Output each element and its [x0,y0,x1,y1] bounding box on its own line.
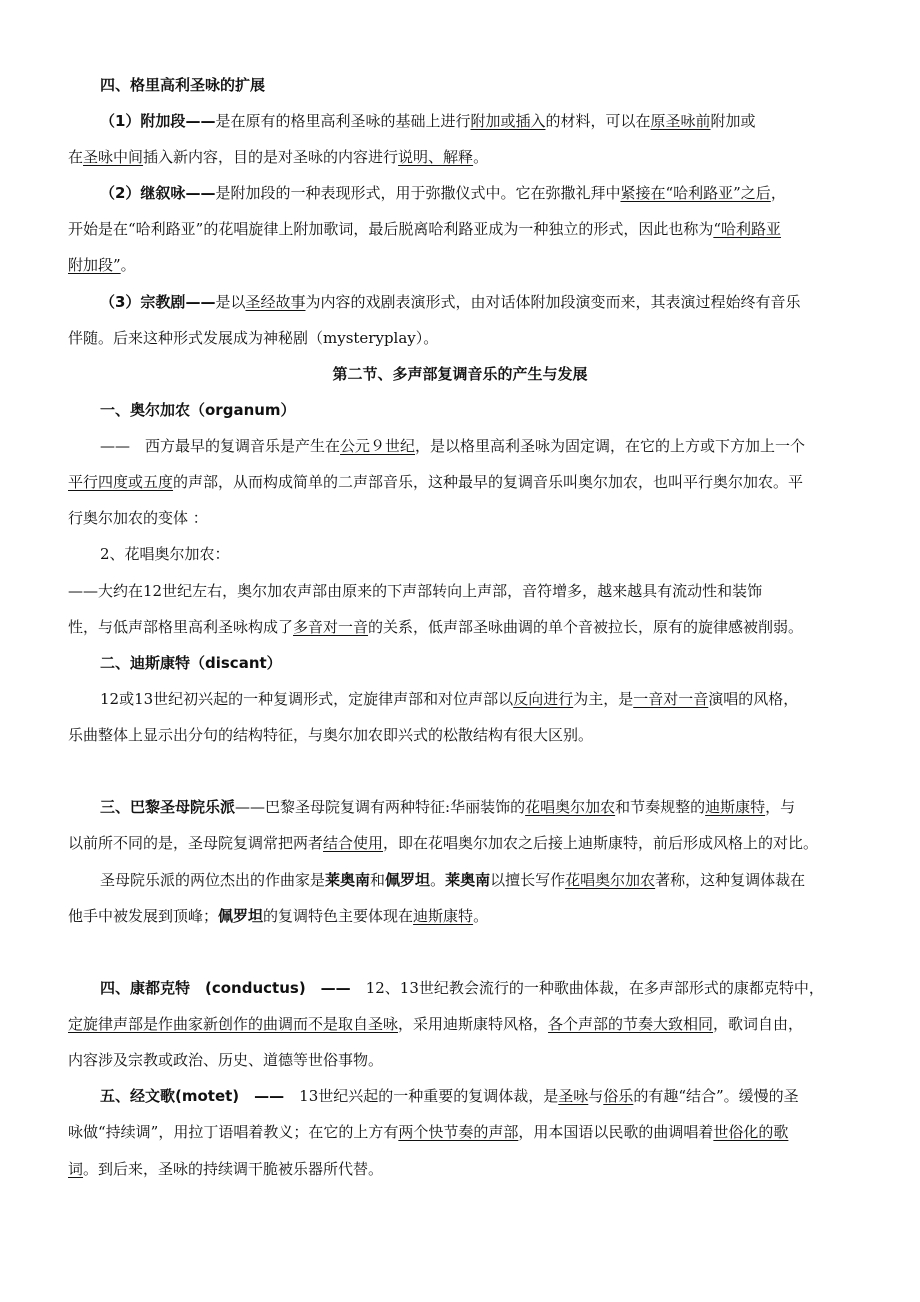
text-run: ， [770,184,786,202]
text-run: 伴随。后来这种形式发展成为神秘剧（mysteryplay）。 [68,329,439,347]
bold-term: 三、巴黎圣母院乐派 [100,798,236,816]
text-run: ，是以格里高利圣咏为固定调，在它的上方或下方加上一个 [415,437,806,455]
paragraph-conductus-cont [68,1013,858,1037]
bold-term: （1）附加段—— [100,112,216,130]
underlined-term: 花唱奥尔加农 [525,798,616,816]
text-run: 2、花唱奥尔加农： [100,545,230,563]
text-run: 乐曲整体上显示出分句的结构特征，与奥尔加农即兴式的松散结构有很大区别。 [68,726,594,744]
text-run: 的有趣“结合”。缓慢的圣 [633,1087,799,1105]
underlined-term: 附加段” [68,256,121,274]
underlined-term: 结合使用 [323,834,384,852]
text-run: ——巴黎圣母院复调有两种特征:华丽装饰的 [235,798,526,816]
text-run: 圣母院乐派的两位杰出的作曲家是 [100,871,326,889]
underlined-term: 迪斯康特 [413,907,474,925]
underlined-term: 原圣咏前 [650,112,711,130]
text-run: 演唱的风格， [708,690,799,708]
paragraph-organum-cont [68,471,858,495]
underlined-term: 平行四度或五度 [68,473,174,491]
text-run: 他手中被发展到顶峰； [68,907,219,925]
underlined-term: 圣经故事 [245,293,306,311]
text-run: 与 [588,1087,604,1105]
text-run: 13世纪兴起的一种重要的复调体裁，是 [284,1087,559,1105]
text-run: 是附加段的一种表现形式，用于弥撒仪式中。它在弥撒礼拜中 [215,184,621,202]
underlined-term: 公元９世纪 [340,437,416,455]
underlined-term: 反向进行 [513,690,574,708]
subheading-florid-organum [100,543,860,567]
underlined-term: 花唱奥尔加农 [565,871,656,889]
paragraph-composers-cont [68,905,858,929]
text-run: ——大约在12世纪左右，奥尔加农声部由原来的下声部转向上声部，音符增多，越来越具有流动性和装饰 [68,582,763,600]
underlined-term: 俗乐 [603,1087,634,1105]
text-run: 以擅长写作 [490,871,566,889]
text-run: 内容涉及宗教或政治、历史、道德等世俗事物。 [68,1051,384,1069]
text-run: 附加或 [710,112,756,130]
text-run: ，与 [765,798,796,816]
bold-term: 莱奥南 [445,871,491,889]
text-run: 的复调特色主要体现在 [263,907,414,925]
paragraph-composers [100,869,860,893]
underlined-term: 圣咏中间 [83,148,144,166]
paragraph-motet-end [68,1158,858,1182]
text-run: 插入新内容，目的是对圣咏的内容进行 [143,148,399,166]
paragraph-notre-dame [100,796,860,820]
paragraph-sequence-cont [68,218,858,242]
text-run: 12、13世纪教会流行的一种歌曲体裁，在多声部形式的康都克特中， [350,979,824,997]
underlined-term: 说明、解释 [398,148,474,166]
bold-term: 四、康都克特 (conductus) —— [100,979,351,997]
underlined-term: “哈利路亚 [713,220,782,238]
underlined-term: 一音对一音 [633,690,709,708]
text-run: —— 西方最早的复调音乐是产生在 [100,437,341,455]
text-run: 。 [430,871,446,889]
underlined-term: 紧接在“哈利路亚”之后 [620,184,771,202]
text-run: 是以 [215,293,246,311]
paragraph-organum [100,435,860,459]
text-run: 以前所不同的是，圣母院复调常把两者 [68,834,324,852]
bold-term: 佩罗坦 [385,871,431,889]
underlined-term: 圣咏 [558,1087,589,1105]
text-run: 咏做“持续调”，用拉丁语唱着教义；在它的上方有 [68,1123,399,1141]
text-run: 的关系，低声部圣咏曲调的单个音被拉长，原有的旋律感被削弱。 [368,618,804,636]
text-run: 。 [120,256,136,274]
paragraph-trope [100,110,860,134]
bold-term: 佩罗坦 [218,907,264,925]
heading-discant [100,652,860,676]
heading-organum [100,399,860,423]
text-run: 的声部，从而构成简单的二声部音乐，这种最早的复调音乐叫奥尔加农，也叫平行奥尔加农。平 [173,473,804,491]
paragraph-liturgical-drama [100,291,860,315]
text-run: 性，与低声部格里高利圣咏构成了 [68,618,294,636]
paragraph-florid-organum [68,580,858,604]
bold-term: 二、迪斯康特（discant） [100,654,282,672]
text-run: ，即在花唱奥尔加农之后接上迪斯康特，前后形成风格上的对比。 [383,834,819,852]
text-run: ，用本国语以民歌的曲调唱着 [518,1123,714,1141]
text-run: 。 [473,907,489,925]
underlined-term: 迪斯康特 [705,798,766,816]
underlined-term: 各个声部的节奏大致相同 [548,1015,714,1033]
underlined-term: 世俗化的歌 [713,1123,789,1141]
text-run: ，歌词自由， [713,1015,804,1033]
section-title-polyphony [0,363,920,387]
paragraph-discant [100,688,860,712]
bold-term: （3）宗教剧—— [100,293,216,311]
bold-term: 第二节、多声部复调音乐的产生与发展 [332,365,588,383]
underlined-term: 定旋律声部是作曲家新创作的曲调而不是取自圣咏 [68,1015,399,1033]
paragraph-motet [100,1085,860,1109]
paragraph-discant-cont [68,724,858,748]
text-run: 在 [68,148,84,166]
text-run: 。 [473,148,489,166]
paragraph-notre-dame-cont [68,832,858,856]
paragraph-trope-cont [68,146,858,170]
paragraph-sequence [100,182,860,206]
underlined-term: 附加或插入 [470,112,546,130]
paragraph-organum-end [68,507,858,531]
text-run: 为主，是 [573,690,634,708]
text-run: 和节奏规整的 [615,798,706,816]
text-run: 和 [370,871,386,889]
bold-term: （2）继叙咏—— [100,184,216,202]
paragraph-conductus-end [68,1049,858,1073]
text-run: ，采用迪斯康特风格， [398,1015,549,1033]
underlined-term: 两个快节奏的声部 [398,1123,519,1141]
text-run: 是在原有的格里高利圣咏的基础上进行 [215,112,471,130]
underlined-term: 多音对一音 [293,618,369,636]
underlined-term: 词 [68,1160,84,1178]
text-run: 12或13世纪初兴起的一种复调形式，定旋律声部和对位声部以 [100,690,514,708]
text-run: 著称，这种复调体裁在 [655,871,806,889]
paragraph-conductus [100,977,860,1001]
text-run: 行奥尔加农的变体 ： [68,509,208,527]
text-run: 的材料，可以在 [545,112,651,130]
text-run: 为内容的戏剧表演形式，由对话体附加段演变而来，其表演过程始终有音乐 [305,293,801,311]
text-run: 。到后来，圣咏的持续调干脆被乐器所代替。 [83,1160,384,1178]
paragraph-liturgical-drama-cont [68,327,858,351]
bold-term: 四、格里高利圣咏的扩展 [100,76,266,94]
bold-term: 莱奥南 [325,871,371,889]
paragraph-motet-cont [68,1121,858,1145]
bold-term: 五、经文歌(motet) —— [100,1087,285,1105]
paragraph-florid-organum-cont [68,616,858,640]
bold-term: 一、奥尔加农（organum） [100,401,296,419]
text-run: 开始是在“哈利路亚”的花唱旋律上附加歌词，最后脱离哈利路亚成为一种独立的形式，因此也称为 [68,220,714,238]
heading-gregorian-extension [100,74,860,98]
paragraph-sequence-end [68,254,858,278]
